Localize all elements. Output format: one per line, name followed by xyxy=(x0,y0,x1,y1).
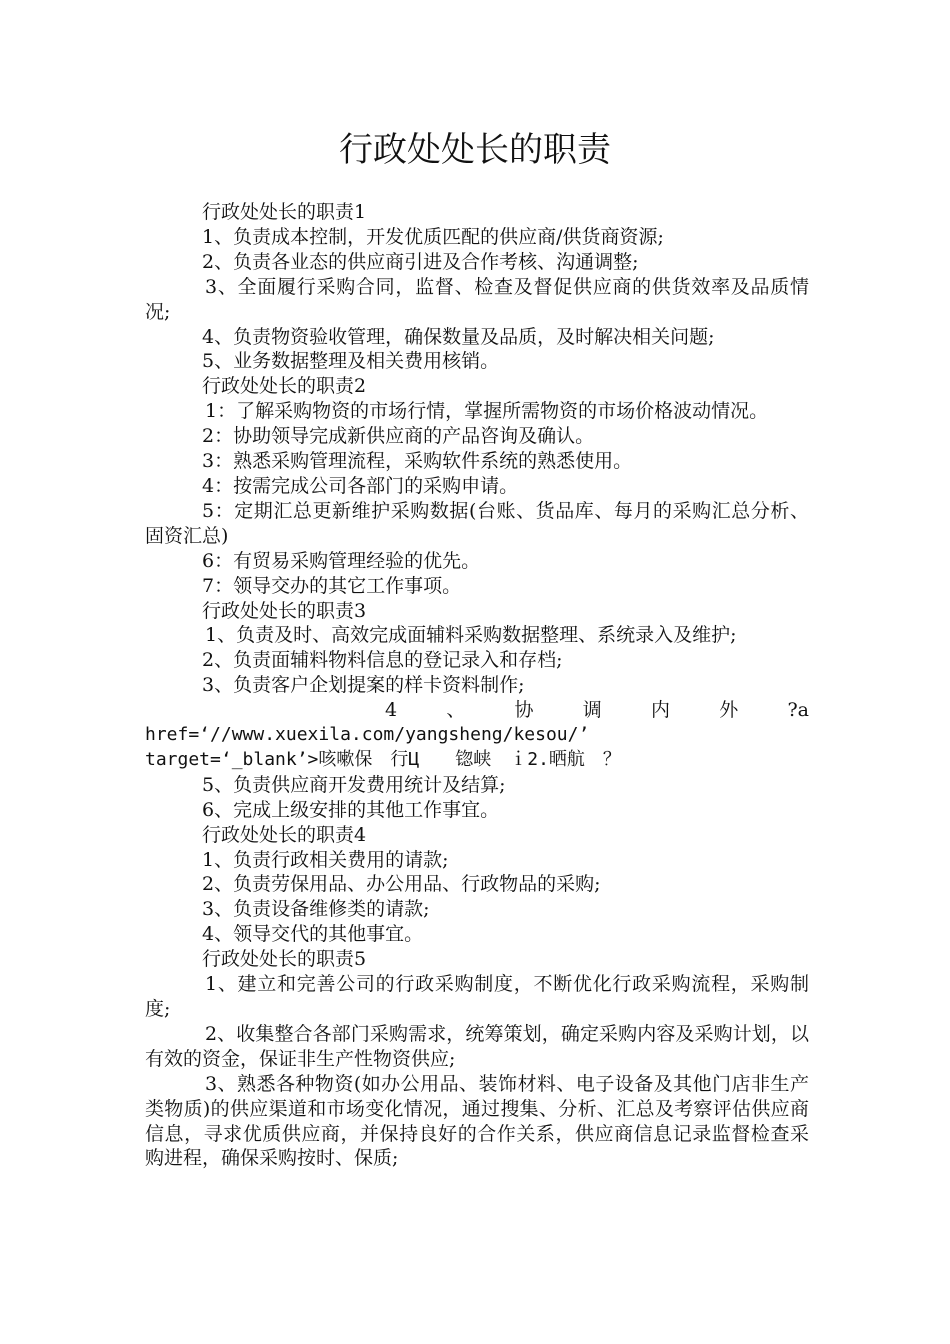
paragraph: 3：熟悉采购管理流程，采购软件系统的熟悉使用。 xyxy=(202,450,633,473)
paragraph: 2、负责劳保用品、办公用品、行政物品的采购; xyxy=(202,873,601,896)
paragraph: 1、负责及时、高效完成面辅料采购数据整理、系统录入及维护; xyxy=(205,624,737,647)
section-heading-1: 行政处处长的职责1 xyxy=(202,201,367,223)
paragraph: 5、负责供应商开发费用统计及结算; xyxy=(202,773,506,796)
paragraph: 1、负责成本控制，开发优质匹配的供应商/供货商资源; xyxy=(202,225,664,248)
document-title: 行政处处长的职责 xyxy=(339,130,611,170)
paragraph: 4、领导交代的其他事宜。 xyxy=(202,923,424,946)
paragraph: 4：按需完成公司各部门的采购申请。 xyxy=(202,474,519,497)
paragraph: 5：定期汇总更新维护采购数据(台账、货品库、每月的采购汇总分析、固资汇总) xyxy=(145,499,809,547)
paragraph: 3、负责客户企划提案的样卡资料制作; xyxy=(202,674,525,697)
spaced-line xyxy=(145,698,809,723)
section-heading-5: 行政处处长的职责5 xyxy=(202,948,367,971)
document-body xyxy=(145,200,809,1171)
paragraph: 1：了解采购物资的市场行情，掌握所需物资的市场价格波动情况。 xyxy=(205,400,769,423)
paragraph: 1、建立和完善公司的行政采购制度，不断优化行政采购流程，采购制度; xyxy=(145,973,809,1020)
href-line: href=‘//www.xuexila.com/yangsheng/kesou/’ xyxy=(145,724,590,746)
spaced-char: 协 xyxy=(514,699,534,722)
section-heading-2: 行政处处长的职责2 xyxy=(202,375,367,398)
target-line: target=‘_blank’>咳嗽保 行Ц 锪峡 ｉ2.晒航 ？ xyxy=(145,748,621,770)
spaced-char: 调 xyxy=(582,699,602,722)
spaced-char: 、 xyxy=(446,699,466,722)
spaced-char: 内 xyxy=(651,699,671,722)
paragraph: 4、负责物资验收管理，确保数量及品质，及时解决相关问题; xyxy=(202,325,715,348)
paragraph: 7：领导交办的其它工作事项。 xyxy=(202,574,462,597)
paragraph: 2、收集整合各部门采购需求，统筹策划，确定采购内容及采购计划，以有效的资金，保证非生产性物资供应; xyxy=(145,1022,809,1070)
paragraph: 3、全面履行采购合同，监督、检查及督促供应商的供货效率及品质情况; xyxy=(145,275,809,323)
spaced-char: ?a xyxy=(787,699,809,722)
paragraph: 3、熟悉各种物资(如办公用品、装饰材料、电子设备及其他门店非生产类物质)的供应渠道和市场变化情况，通过搜集、分析、汇总及考察评估供应商信息，寻求优质供应商，并保持良好的合作关系，供应商信息记录监督检查采购进程，确保采购按时、保质; xyxy=(145,1072,809,1170)
paragraph: 2、负责各业态的供应商引进及合作考核、沟通调整; xyxy=(202,250,639,273)
paragraph: 6、完成上级安排的其他工作事宜。 xyxy=(202,798,500,821)
spaced-char: 4 xyxy=(385,699,398,722)
paragraph: 3、负责设备维修类的请款; xyxy=(202,898,430,921)
paragraph: 6：有贸易采购管理经验的优先。 xyxy=(202,549,481,572)
section-heading-4: 行政处处长的职责4 xyxy=(202,823,367,846)
paragraph: 2、负责面辅料物料信息的登记录入和存档; xyxy=(202,649,563,672)
paragraph: 5、业务数据整理及相关费用核销。 xyxy=(202,350,500,373)
spaced-char: 外 xyxy=(719,699,739,722)
paragraph: 2：协助领导完成新供应商的产品咨询及确认。 xyxy=(202,425,595,448)
section-heading-3: 行政处处长的职责3 xyxy=(202,599,367,622)
paragraph: 1、负责行政相关费用的请款; xyxy=(202,848,449,871)
